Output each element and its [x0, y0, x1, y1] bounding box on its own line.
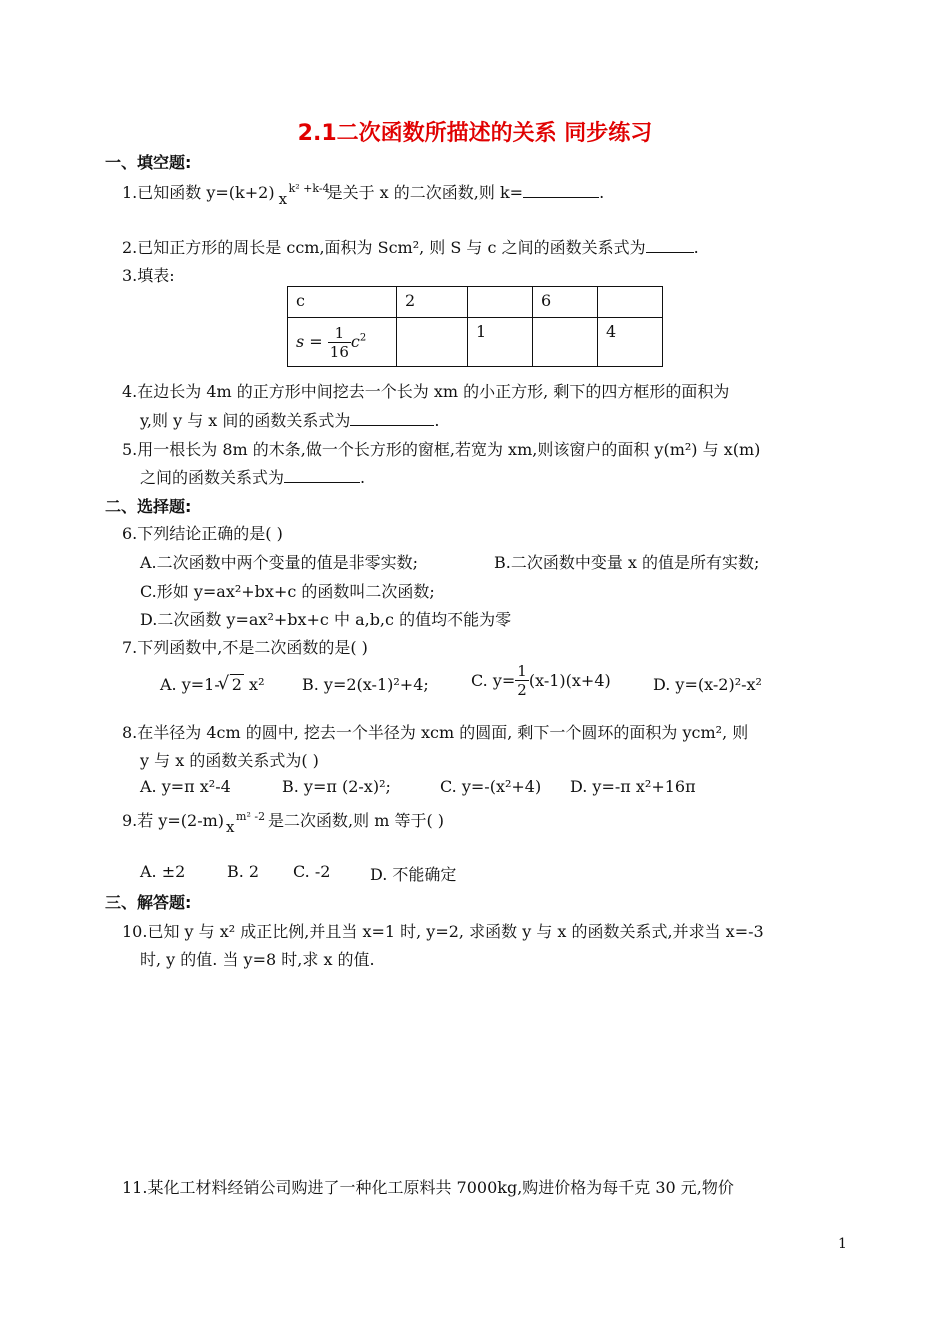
table-cell: c [288, 287, 397, 318]
q4-answer-blank[interactable] [350, 411, 434, 426]
table-row [288, 318, 663, 367]
table-cell[interactable] [397, 318, 468, 367]
table-cell-formula: s = $\frac{1}{16}$ $c^2$ [288, 318, 397, 367]
question-8-line1: 8.在半径为 4cm 的圆中, 挖去一个半径为 xcm 的圆面, 剩下一个圆环的面积为 ycm², 则 [122, 723, 749, 742]
q1-answer-blank[interactable] [523, 183, 599, 198]
section-answer: 三、解答题: [105, 893, 192, 912]
question-4-line1: 4.在边长为 4m 的正方形中间挖去一个长为 xm 的小正方形, 剩下的四方框形的面积为 [122, 382, 730, 401]
question-5-line2: 之间的函数关系式为 . [140, 468, 366, 487]
question-9-option-c[interactable]: C. -2 [293, 862, 331, 881]
table-cell: 6 [533, 287, 598, 318]
q2-answer-blank[interactable] [646, 238, 694, 253]
page-title: 2.1二次函数所描述的关系 同步练习 [297, 121, 653, 146]
question-6-option-b[interactable]: B.二次函数中变量 x 的值是所有实数; [494, 553, 760, 572]
question-7-stem: 7.下列函数中,不是二次函数的是( ) [122, 638, 368, 657]
question-9-option-d[interactable]: D. 不能确定 [370, 865, 457, 884]
question-8-line2: y 与 x 的函数关系式为( ) [140, 751, 319, 770]
q9-exponent: x m² -2 [226, 810, 266, 836]
question-8-option-c[interactable]: C. y=-(x²+4) [440, 777, 542, 796]
fraction: $\frac{1}{16}$ [329, 323, 349, 361]
question-5-line1: 5.用一根长为 8m 的木条,做一个长方形的窗框,若宽为 xm,则该窗户的面积 y(m²) 与 x(m) [122, 440, 761, 459]
question-6-option-a[interactable]: A.二次函数中两个变量的值是非零实数; [140, 553, 419, 572]
question-4-line2: y,则 y 与 x 间的函数关系式为 . [140, 411, 440, 430]
question-6-option-c[interactable]: C.形如 y=ax²+bx+c 的函数叫二次函数; [140, 582, 435, 601]
question-8-option-b[interactable]: B. y=π (2-x)²; [282, 777, 391, 796]
sqrt-symbol: √ 2 [220, 675, 244, 694]
section-multiple-choice: 二、选择题: [105, 497, 192, 516]
question-7-option-b[interactable]: B. y=2(x-1)²+4; [302, 675, 429, 694]
question-8-option-a[interactable]: A. y=π x²-4 [140, 777, 231, 796]
question-6-option-d[interactable]: D.二次函数 y=ax²+bx+c 中 a,b,c 的值均不能为零 [140, 610, 512, 629]
fill-table [287, 286, 663, 367]
question-11-line1: 11.某化工材料经销公司购进了一种化工原料共 7000kg,购进价格为每千克 30 元,物价 [122, 1178, 734, 1197]
question-2: 2.已知正方形的周长是 ccm,面积为 Scm², 则 S 与 c 之间的函数关系式为 . [122, 238, 699, 257]
table-cell[interactable] [468, 287, 533, 318]
question-10-line1: 10.已知 y 与 x² 成正比例,并且当 x=1 时, y=2, 求函数 y 与 x 的函数关系式,并求当 x=-3 [122, 922, 764, 941]
table-cell[interactable] [598, 287, 663, 318]
question-9-option-a[interactable]: A. ±2 [140, 862, 186, 881]
question-9-option-b[interactable]: B. 2 [227, 862, 260, 881]
question-6-stem: 6.下列结论正确的是( ) [122, 524, 283, 543]
section-fill-blank: 一、填空题: [105, 153, 192, 172]
question-10-line2: 时, y 的值. 当 y=8 时,求 x 的值. [140, 950, 375, 969]
question-7-option-c[interactable]: C. y= $\frac{1}{2}$ (x-1)(x+4) [471, 662, 611, 699]
table-cell: 1 [468, 318, 533, 367]
q1-exponent: x k² +k-4 [278, 182, 330, 208]
question-8-option-d[interactable]: D. y=-π x²+16π [570, 777, 696, 796]
table-cell: 4 [598, 318, 663, 367]
table-cell: 2 [397, 287, 468, 318]
question-9-stem: 9.若 y=(2-m) x m² -2 是二次函数,则 m 等于( ) [122, 806, 444, 831]
question-7-option-a[interactable]: A. y=1-√ 2 x² [160, 675, 264, 694]
fraction: $\frac{1}{2}$ [517, 662, 527, 699]
table-cell[interactable] [533, 318, 598, 367]
page-number: 1 [838, 1236, 847, 1252]
q5-answer-blank[interactable] [284, 468, 360, 483]
question-3: 3.填表: [122, 266, 175, 285]
table-row [288, 287, 663, 318]
question-1: 1.已知函数 y=(k+2) x k² +k-4 是关于 x 的二次函数,则 k= . [122, 178, 604, 203]
question-7-option-d[interactable]: D. y=(x-2)²-x² [653, 675, 762, 694]
